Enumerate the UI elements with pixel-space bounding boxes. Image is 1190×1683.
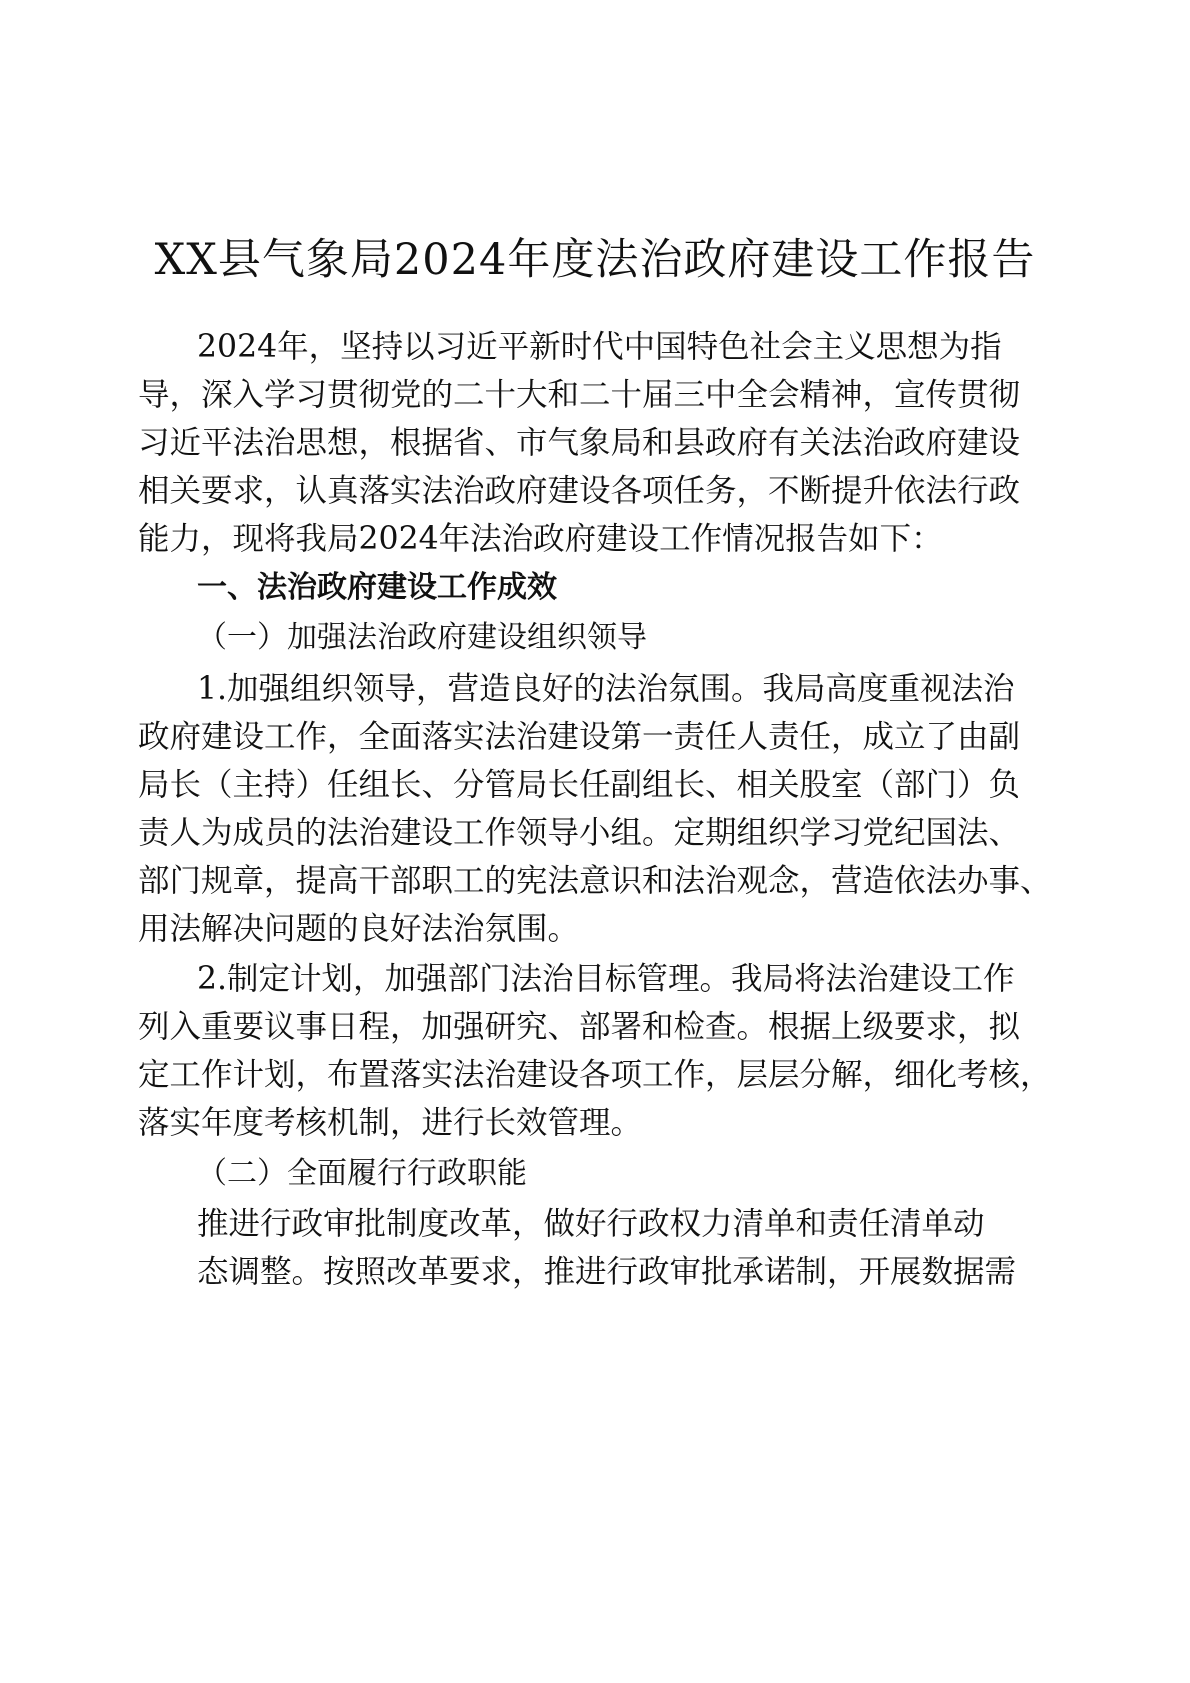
item1-line-2: 政府建设工作，全面落实法治建设第一责任人责任，成立了由副 xyxy=(138,719,1021,755)
item1-line-3: 局长（主持）任组长、分管局长任副组长、相关股室（部门）负 xyxy=(138,767,1021,803)
item1-line-6: 用法解决问题的良好法治氛围。 xyxy=(138,911,580,947)
subsection-heading-1: （一）加强法治政府建设组织领导 xyxy=(197,620,647,655)
section-heading-1: 一、法治政府建设工作成效 xyxy=(197,570,557,605)
item2-line-2: 列入重要议事日程，加强研究、部署和检查。根据上级要求，拟 xyxy=(138,1009,1021,1045)
item1-line-1: 1.加强组织领导，营造良好的法治氛围。我局高度重视法治 xyxy=(197,671,1015,707)
item1-line-5: 部门规章，提高干部职工的宪法意识和法治观念，营造依法办事、 xyxy=(138,863,1052,899)
item3-line-2: 态调整。按照改革要求，推进行政审批承诺制，开展数据需 xyxy=(197,1254,1017,1290)
intro-line-1: 2024年，坚持以习近平新时代中国特色社会主义思想为指 xyxy=(197,329,1002,365)
intro-line-3: 习近平法治思想，根据省、市气象局和县政府有关法治政府建设 xyxy=(138,425,1021,461)
item2-line-4: 落实年度考核机制，进行长效管理。 xyxy=(138,1105,643,1141)
intro-line-5: 能力，现将我局2024年法治政府建设工作情况报告如下： xyxy=(138,521,943,557)
document-title: XX县气象局2024年度法治政府建设工作报告 xyxy=(154,235,1036,285)
item3-line-1: 推进行政审批制度改革，做好行政权力清单和责任清单动 xyxy=(197,1206,985,1242)
item2-line-3: 定工作计划，布置落实法治建设各项工作，层层分解，细化考核， xyxy=(138,1057,1052,1093)
item2-line-1: 2.制定计划，加强部门法治目标管理。我局将法治建设工作 xyxy=(197,961,1015,997)
subsection-heading-2: （二）全面履行行政职能 xyxy=(197,1156,527,1191)
item1-line-4: 责人为成员的法治建设工作领导小组。定期组织学习党纪国法、 xyxy=(138,815,1021,851)
intro-line-4: 相关要求，认真落实法治政府建设各项任务，不断提升依法行政 xyxy=(138,473,1021,509)
intro-line-2: 导，深入学习贯彻党的二十大和二十届三中全会精神，宣传贯彻 xyxy=(138,377,1021,413)
